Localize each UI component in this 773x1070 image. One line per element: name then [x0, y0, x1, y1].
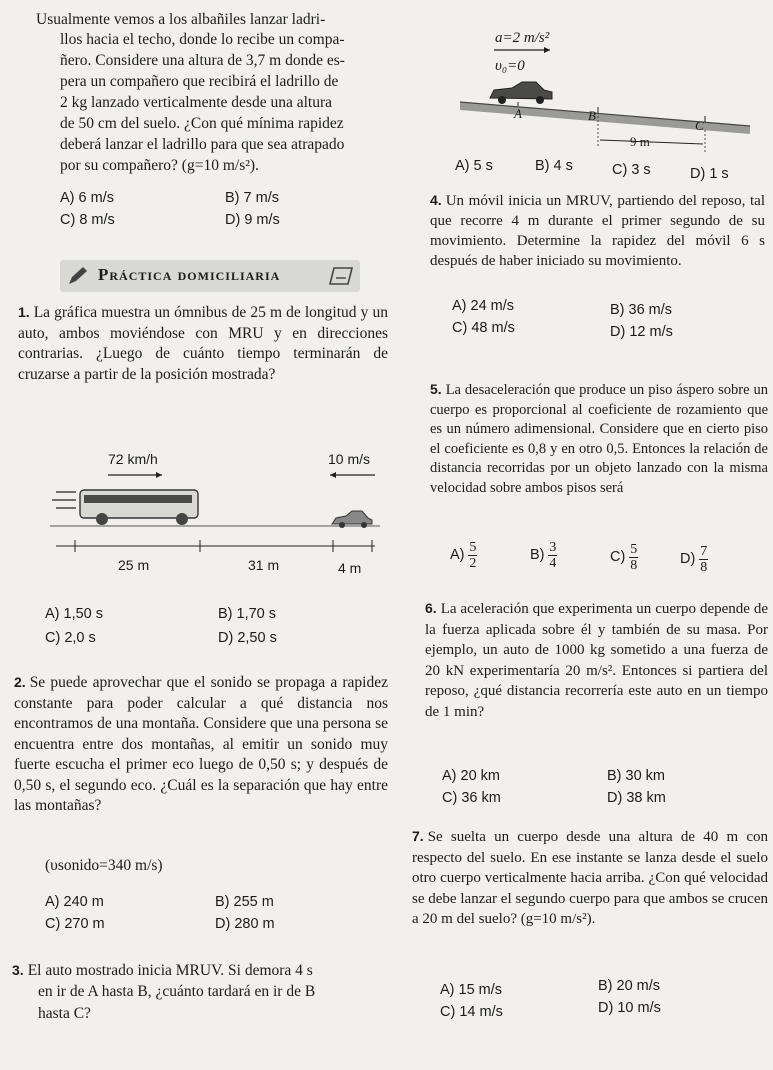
q3-number: 3.	[12, 962, 24, 978]
car-track-diagram	[450, 20, 760, 160]
q7-option-a: A) 15 m/s	[440, 982, 503, 998]
q6-option-b: B) 30 km	[607, 768, 666, 784]
q5-option-d: D) $\frac{7}{8}$	[680, 544, 708, 575]
incline-surface	[460, 102, 750, 134]
q3-option-a: A) 5 s	[455, 158, 493, 174]
q4-option-a: A) 24 m/s	[452, 298, 515, 314]
bus-speed-label: 72 km/h	[108, 451, 158, 467]
q2-option-c: C) 270 m	[45, 916, 105, 932]
q7-body: Se suelta un cuerpo desde una altura de 40 m con respecto del suelo. En ese instante se lanza desde el suelo otro cuerpo verticalmente hacia arriba. ¿Con qué velocidad se debe lanzar el segundo cuerpo para que ambos se crucen a 20 m del suelo? (g=10 m/s²).	[412, 829, 768, 927]
car-icon	[490, 82, 552, 104]
q3-option-b: B) 4 s	[535, 158, 573, 174]
q2-body: Se puede aprovechar que el sonido se propaga a rapidez constante para poder calcular a qué distancia nos encontramos de una montaña. Considere que una persona se encuentra entre dos montañas, al emitir un sonido muy fuerte escucha el primer eco luego de 0,50 s; y después de 0,50 s, el segundo eco. ¿Cuál es la separación que hay entre las montañas?	[14, 674, 388, 814]
q4-option-c: C) 48 m/s	[452, 320, 515, 336]
header-option-c: C) 8 m/s	[60, 212, 115, 228]
v0-label: υ₀=0	[495, 58, 525, 74]
q1-body: La gráfica muestra un ómnibus de 25 m de longitud y un auto, ambos moviéndose con MRU y en direcciones contrarias. ¿Luego de cuánto tiempo terminarán de cruzarse a partir de la posición mostrada?	[18, 304, 388, 383]
q2-option-d: D) 280 m	[215, 916, 275, 932]
bus-car-diagram	[50, 448, 380, 580]
q1-option-c: C) 2,0 s	[45, 630, 96, 646]
q1-option-d: D) 2,50 s	[218, 630, 277, 646]
q6-text	[425, 598, 768, 722]
distance-arrow	[600, 140, 703, 144]
bus-icon	[52, 490, 198, 525]
q4-body: Un móvil inicia un MRUV, partiendo del reposo, tal que recorre 4 m durante el primer segundo de su movimiento. Determine la rapidez del móvil 6 s después de haber iniciado su movimiento.	[430, 193, 765, 269]
q6-option-c: C) 36 km	[442, 790, 501, 806]
q6-option-a: A) 20 km	[442, 768, 501, 784]
point-a: A	[514, 106, 522, 121]
q3-option-d: D) 1 s	[690, 166, 729, 182]
q5-body: La desaceleración que produce un piso áspero sobre un cuerpo es proporcional al coeficiente de rozamiento que es un número adimensional. Considere que en cierto piso el coeficiente es 0,8 y en otro 0,5. Entonces la relación de distancia recorridas por un objeto lanzado con la misma velocidad sobre ambos pisos será	[430, 382, 768, 496]
q7-option-c: C) 14 m/s	[440, 1004, 503, 1020]
accel-label: a=2 m/s²	[495, 30, 550, 46]
point-b: B	[588, 108, 596, 123]
q2-option-b: B) 255 m	[215, 894, 274, 910]
header-line-4: pera un compañero que recibirá el ladrillo de	[60, 73, 339, 90]
q3-line-3: hasta C?	[38, 1005, 91, 1022]
header-line-2: llos hacia el techo, donde lo recibe un compa-	[60, 31, 345, 48]
q2-sound-speed: (υsonido=340 m/s)	[45, 857, 163, 874]
q4-text	[430, 190, 765, 271]
header-option-b: B) 7 m/s	[225, 190, 279, 206]
q5-number: 5.	[430, 381, 442, 397]
q1-number: 1.	[18, 304, 30, 320]
header-option-a: A) 6 m/s	[60, 190, 114, 206]
q6-number: 6.	[425, 600, 437, 616]
car-speed-label: 10 m/s	[328, 451, 371, 467]
header-line-6: de 50 cm del suelo. ¿Con qué mínima rapidez	[60, 115, 344, 132]
distance-25m: 25 m	[118, 557, 150, 573]
q2-text	[14, 672, 388, 817]
q4-option-b: B) 36 m/s	[610, 302, 673, 318]
q2-number: 2.	[14, 674, 26, 690]
header-line-1: Usualmente vemos a los albañiles lanzar ladri-	[36, 11, 326, 28]
point-c: C	[695, 118, 704, 133]
q4-number: 4.	[430, 192, 442, 208]
q3-line-1	[12, 960, 313, 981]
header-line-3: ñero. Considere una altura de 3,7 m donde es-	[60, 52, 345, 69]
header-line-7: deberá lanzar el ladrillo para que sea atrapado	[60, 136, 345, 153]
distance-label: 9 m	[630, 134, 650, 149]
q2-option-a: A) 240 m	[45, 894, 104, 910]
distance-4m: 4 m	[338, 560, 362, 576]
q7-option-b: B) 20 m/s	[598, 978, 661, 994]
q6-option-d: D) 38 km	[607, 790, 666, 806]
header-option-d: D) 9 m/s	[225, 212, 280, 228]
q1-option-b: B) 1,70 s	[218, 606, 277, 622]
q1-text	[18, 302, 388, 385]
section-title: Práctica domiciliaria	[98, 265, 281, 284]
pencil-icon	[66, 264, 90, 288]
q6-body: La aceleración que experimenta un cuerpo depende de la fuerza aplicada sobre él y también de su masa. Por ejemplo, un auto de 1000 kg sometido a una fuerza de 20 kN experimentaría 20 m/s². Entonces si partiera del reposo, ¿qué distancia recorrería este auto en un tiempo de 1 min?	[425, 601, 768, 720]
q5-option-c: C) $\frac{5}{8}$	[610, 542, 638, 573]
q5-text	[430, 380, 768, 498]
book-icon	[328, 264, 354, 288]
q7-number: 7.	[412, 828, 424, 844]
q1-option-a: A) 1,50 s	[45, 606, 104, 622]
header-line-8: por su compañero? (g=10 m/s²).	[60, 157, 259, 174]
q3-line-2: en ir de A hasta B, ¿cuánto tardará en ir de B	[38, 983, 316, 1000]
q4-option-d: D) 12 m/s	[610, 324, 673, 340]
q5-option-a: A) $\frac{5}{2}$	[450, 540, 477, 571]
distance-31m: 31 m	[248, 557, 280, 573]
q7-text	[412, 826, 768, 930]
q5-option-b: B) $\frac{3}{4}$	[530, 540, 557, 571]
q7-option-d: D) 10 m/s	[598, 1000, 661, 1016]
q3-option-c: C) 3 s	[612, 162, 651, 178]
q3-line-1-text: El auto mostrado inicia MRUV. Si demora 4 s	[27, 962, 313, 979]
header-line-5: 2 kg lanzado verticalmente desde una altura	[60, 94, 332, 111]
